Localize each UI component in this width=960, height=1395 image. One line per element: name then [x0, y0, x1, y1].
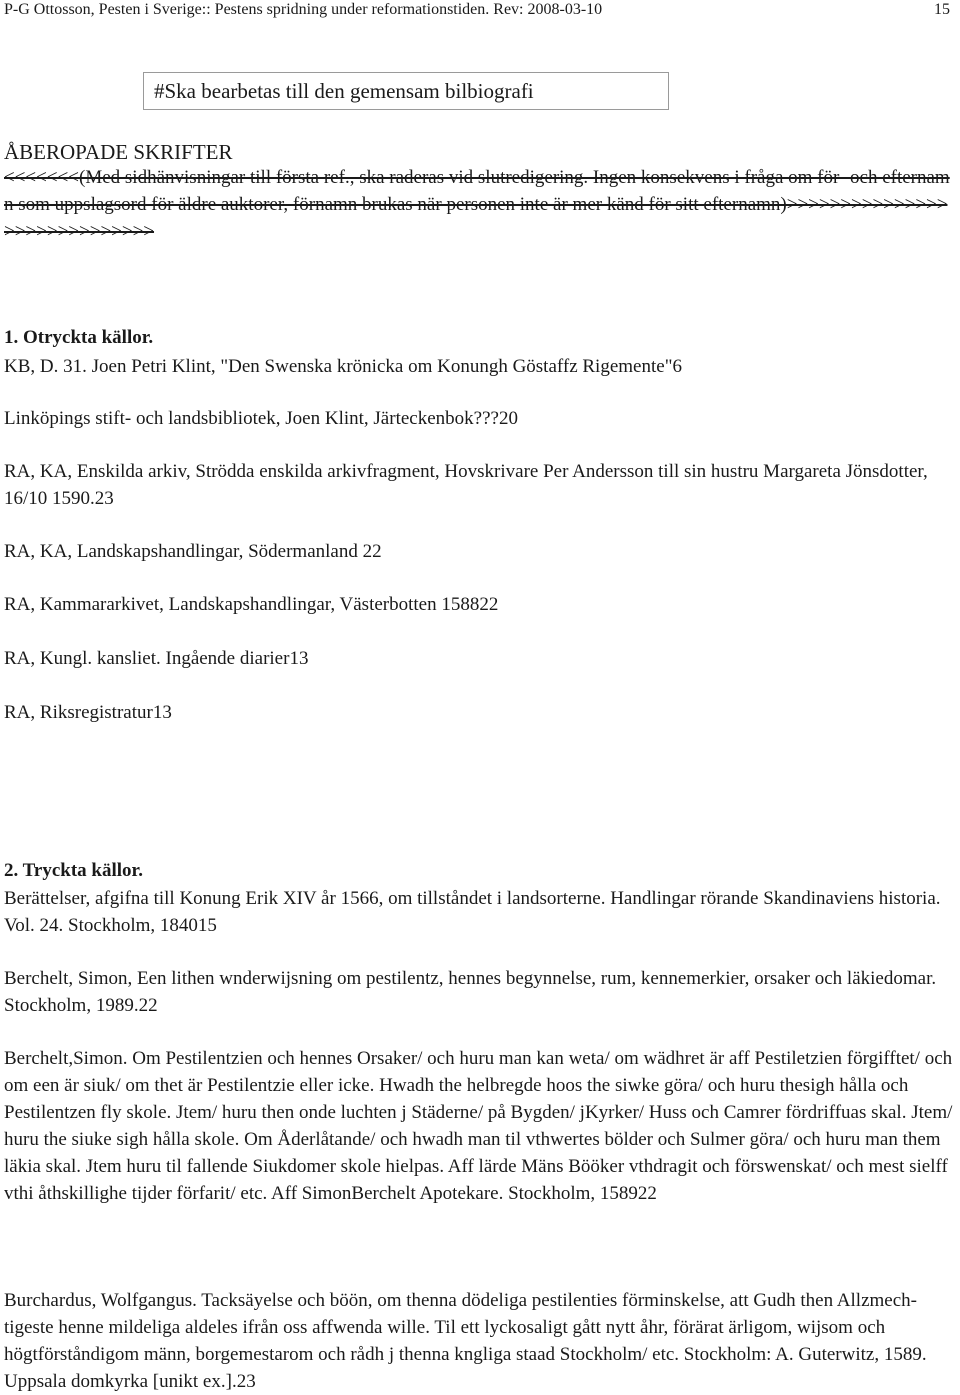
source-entry: RA, KA, Landskapshandlingar, Södermanland 22: [4, 541, 382, 562]
source-entry: RA, KA, Enskilda arkiv, Strödda enskilda arkivfragment, Hovskrivare Per Andersson till sin hustru Margareta Jönsdotter, 16/10 1590.23: [4, 461, 928, 509]
page-number: 15: [934, 1, 950, 18]
source-entry: RA, Kammararkivet, Landskapshandlingar, Västerbotten 158822: [4, 594, 499, 615]
cited-works-heading: ÅBEROPADE SKRIFTER: [4, 140, 233, 164]
running-title: P-G Ottosson, Pesten i Sverige:: Pestens spridning under reformationstiden. Rev: 2008-03-10: [4, 1, 603, 18]
source-entry: Berchelt,Simon. Om Pestilentzien och hennes Orsaker/ och huru man kan weta/ om wädhret är aff Pestiletzien förgifftet/ och om een är siuk/ om thet är Pestilentzie eller icke. Hwadh the helbregde hoos the siwke göra/ och huru thesigh hålla och Pestilentzen fly skole. Jtem/ huru then onde luchten j Städerne/ på Bygden/ jKyrker/ Huss och Camrer fördriffuas skal. Jtem/ huru the siuke sigh hålla skole. Om Åderlåtande/ och hwadh man til vthwertes bölder och Sulmer göra/ och huru man them läkia skal. Jtem huru til fallende Siukdomer skole hielpas. Aff lärde Mäns Bööker vthdragit och förswenskat/ och mest sielff vthi åthskillighe tijder förfarit/ etc. Aff SimonBerchelt Apotekare. Stockholm, 158922: [4, 1048, 953, 1204]
editorial-note-box: #Ska bearbetas till den gemensam bilbiografi: [143, 72, 669, 110]
unprinted-sources-heading: 1. Otryckta källor.: [4, 327, 154, 348]
source-entry: Burchardus, Wolfgangus. Tacksäyelse och böön, om thenna dödeliga pestilenties förminskelse, att Gudh then Allzmech- tigeste henne mildeliga aldeles ifrån oss affwenda wille. Til ett lyckosaligt gått nytt åhr, förärat ärligom, wijsom och högtförståndigom männ, borgemestarom och rådh j thenna kngliga staad Stockholm/ etc. Stockholm: A. Guterwitz, 1589. Uppsala domkyrka [unikt ex.].23: [4, 1290, 927, 1392]
source-entry: Linköpings stift- och landsbibliotek, Joen Klint, Järteckenbok???20: [4, 408, 518, 429]
struck-editorial-note: <<<<<<<(Med sidhänvisningar till första ref., ska raderas vid slutredigering. Ingen konsekvens i fråga om för- och efternamn som uppslagsord för äldre auktorer, förnamn brukas när personen inte är mer känd för sitt efternamn)>>>>>>>>>>>>>>>>>>>>>>>>>>>>>: [4, 167, 950, 242]
source-entry: RA, Kungl. kansliet. Ingående diarier13: [4, 648, 309, 669]
source-entry: Berchelt, Simon, Een lithen wnderwijsning om pestilentz, hennes begynnelse, rum, kennemerkier, orsaker och läkiedomar. Stockholm, 1989.22: [4, 968, 937, 1016]
source-entry: RA, Riksregistratur13: [4, 702, 172, 723]
source-entry: Berättelser, afgifna till Konung Erik XIV år 1566, om tillståndet i landsorterne. Handlingar rörande Skandinaviens historia. Vol. 24. Stockholm, 184015: [4, 888, 941, 936]
printed-sources-heading: 2. Tryckta källor.: [4, 860, 143, 881]
source-entry: KB, D. 31. Joen Petri Klint, "Den Swenska krönicka om Konungh Göstaffz Rigemente"6: [4, 356, 682, 377]
